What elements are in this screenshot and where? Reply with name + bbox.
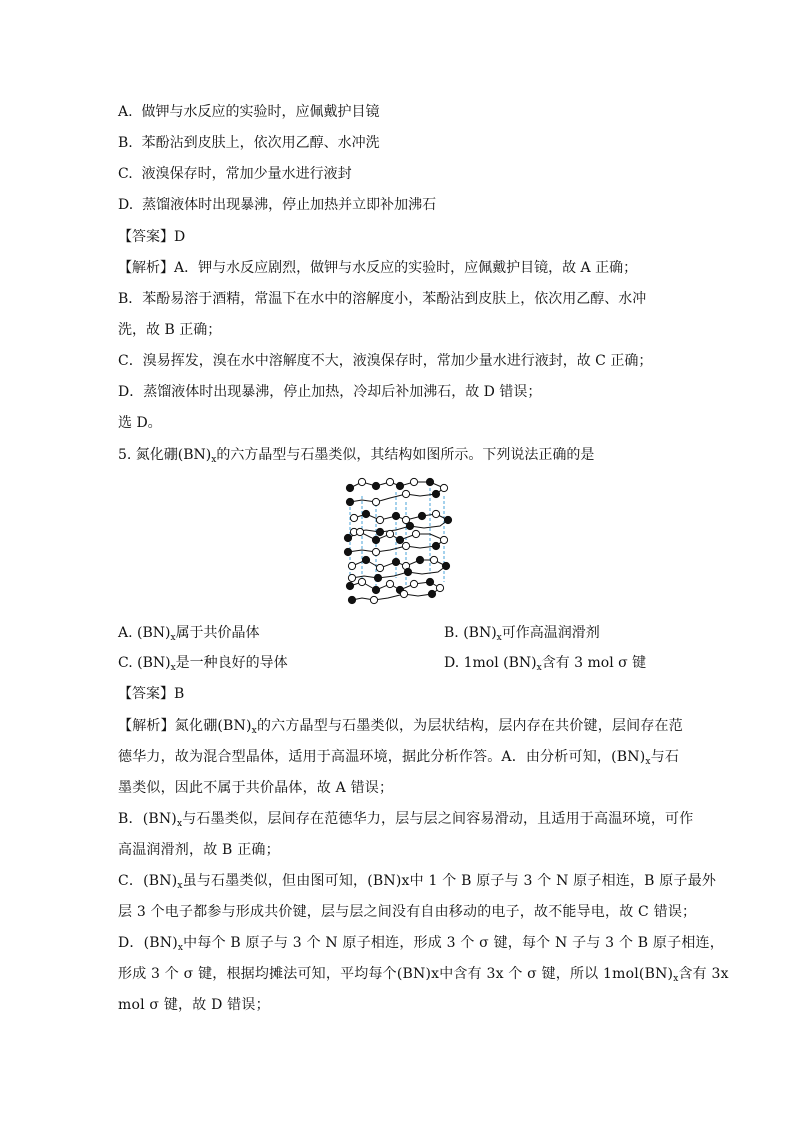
q4-option-a: A. 做钾与水反应的实验时，应佩戴护目镜 — [118, 104, 380, 120]
q4-option-b: B. 苯酚沾到皮肤上，依次用乙醇、水冲洗 — [118, 135, 380, 151]
q5-option-c: C. $(BN)_x$是一种良好的导体 — [118, 655, 288, 673]
q4-option-c: C. 液溴保存时，常加少量水进行液封 — [118, 166, 352, 182]
q5-option-a: A. $(BN)_x$属于共价晶体 — [118, 625, 260, 643]
q4-analysis-line: D．蒸馏液体时出现暴沸，停止加热，冷却后补加沸石，故 D 错误； — [118, 384, 542, 400]
q4-analysis-line: 洗，故 B 正确； — [118, 322, 222, 338]
bn-hexagonal-layer-structure-icon — [340, 474, 460, 608]
q5-analysis-line: C．$(BN)_x$虽与石墨类似，但由图可知，(BN)x中 1 个 B 原子与 3 个 N 原子相连，B 原子最外 — [118, 873, 717, 891]
q4-option-d: D. 蒸馏液体时出现暴沸，停止加热并立即补加沸石 — [118, 197, 437, 213]
q4-analysis-line: 选 D。 — [118, 415, 162, 431]
q5-analysis-line: mol σ 键，故 D 错误； — [118, 997, 270, 1013]
q5-analysis-line: 【解析】氮化硼$(BN)_x$的六方晶型与石墨类似，为层状结构，层内存在共价键，层间存在范 — [118, 718, 683, 736]
q5-analysis-line: 高温润滑剂，故 B 正确； — [118, 842, 280, 858]
q5-analysis-line: D．$(BN)_x$中每个 B 原子与 3 个 N 原子相连，形成 3 个 σ 键，每个 N 子与 3 个 B 原子相连， — [118, 935, 724, 953]
q4-analysis-line: C．溴易挥发，溴在水中溶解度不大，液溴保存时，常加少量水进行液封，故 C 正确； — [118, 353, 653, 369]
q5-analysis-line: B．$(BN)_x$与石墨类似，层间存在范德华力，层与层之间容易滑动，且适用于高温环境，可作 — [118, 811, 694, 829]
q5-answer: 【答案】B — [118, 686, 185, 702]
q5-analysis-line: 墨类似，因此不属于共价晶体，故 A 错误； — [118, 780, 394, 796]
q5-analysis-line: 德华力，故为混合型晶体，适用于高温环境，据此分析作答。A．由分析可知，$(BN)_x$与石 — [118, 749, 680, 767]
q5-analysis-line: 层 3 个电子都参与形成共价键，层与层之间没有自由移动的电子，故不能导电，故 C 错误； — [118, 904, 697, 920]
q4-analysis-line: B．苯酚易溶于酒精，常温下在水中的溶解度小，苯酚沾到皮肤上，依次用乙醇、水冲 — [118, 291, 647, 307]
q4-analysis-line: 【解析】A．钾与水反应剧烈，做钾与水反应的实验时，应佩戴护目镜，故 A 正确； — [118, 260, 638, 276]
q4-answer: 【答案】D — [118, 229, 186, 245]
q5-option-d: D. 1mol $(BN)_x$含有 3 mol σ 键 — [444, 655, 647, 673]
q5-stem: 5. 氮化硼$(BN)_x$的六方晶型与石墨类似，其结构如图所示。下列说法正确的是 — [118, 447, 595, 465]
q5-option-b: B. $(BN)_x$可作高温润滑剂 — [444, 625, 600, 643]
q5-analysis-line: 形成 3 个 σ 键，根据均摊法可知，平均每个(BN)x中含有 3x 个 σ 键，所以 $1mol(BN)_x$含有 3x — [118, 966, 729, 984]
